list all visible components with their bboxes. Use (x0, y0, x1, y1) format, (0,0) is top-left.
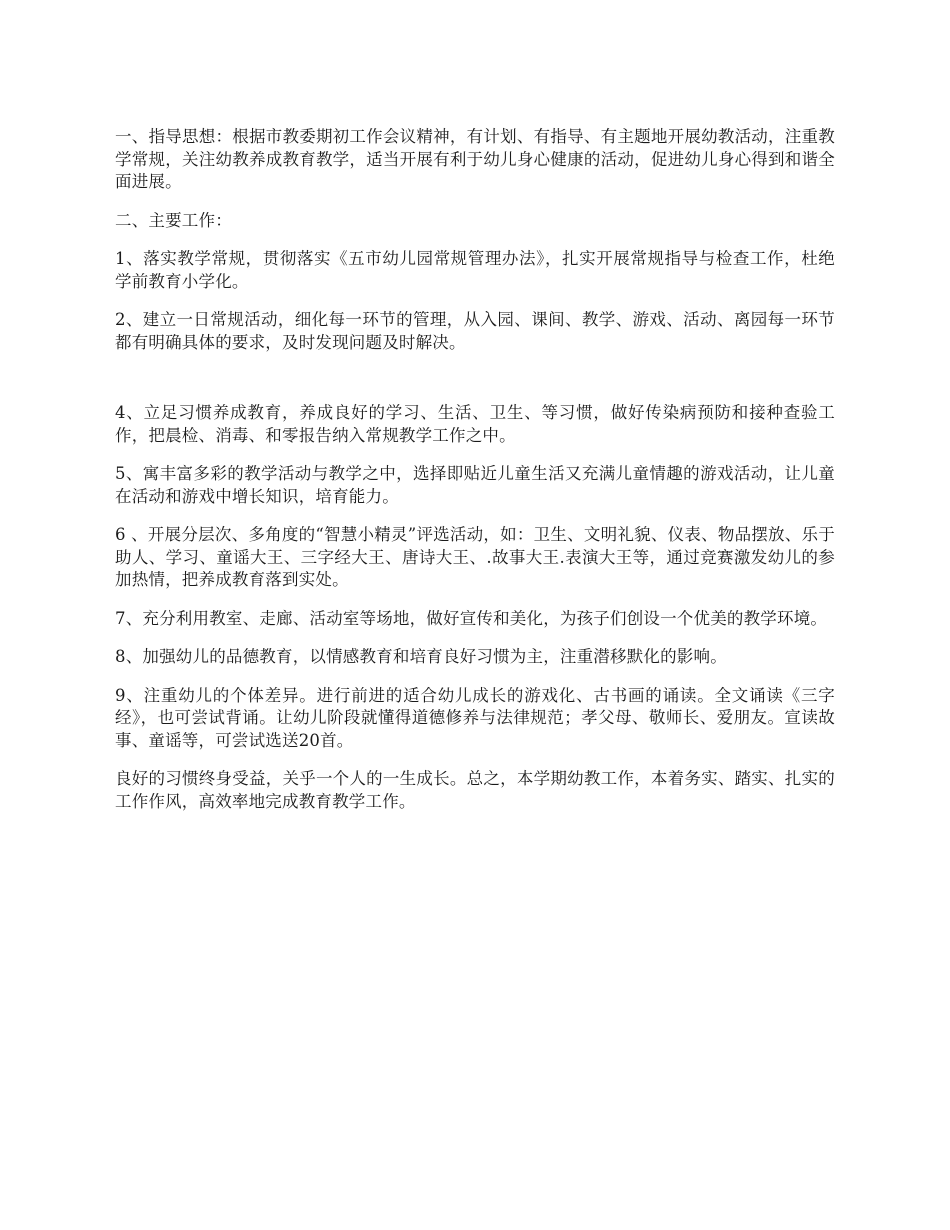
paragraph-item-5: 5、寓丰富多彩的教学活动与教学之中，选择即贴近儿童生活又充满儿童情趣的游戏活动，让儿童在活动和游戏中增长知识，培育能力。 (115, 464, 835, 506)
paragraph-main-work-heading: 二、主要工作： (115, 210, 232, 230)
paragraph-item-7: 7、充分利用教室、走廊、活动室等场地，做好宣传和美化，为孩子们创设一个优美的教学环境。 (115, 608, 828, 628)
paragraph-guiding-thought: 一、指导思想：根据市教委期初工作会议精神，有计划、有指导、有主题地开展幼教活动，注重教学常规，关注幼教养成教育教学，适当开展有利于幼儿身心健康的活动，促进幼儿身心得到和谐全面进展。 (115, 127, 835, 191)
paragraph-item-8: 8、加强幼儿的品德教育，以情感教育和培育良好习惯为主，注重潜移默化的影响。 (115, 647, 727, 666)
document-page (115, 126, 835, 829)
paragraph-item-9: 9、注重幼儿的个体差异。进行前进的适合幼儿成长的游戏化、古书画的诵读。全文诵读《三字经》，也可尝试背诵。让幼儿阶段就懂得道德修养与法律规范；孝父母、敬师长、爱朋友。宣读故事、童谣等，可尝试选送20首。 (115, 685, 835, 750)
paragraph-item-6: 6 、开展分层次、多角度的“智慧小精灵”评选活动，如：卫生、文明礼貌、仪表、物品摆放、乐于助人、学习、童谣大王、三字经大王、唐诗大王、.故事大王.表演大王等，通过竞赛激发幼儿的参加热情，把养成教育落到实处。 (115, 525, 835, 589)
paragraph-item-2: 2、建立一日常规活动，细化每一环节的管理，从入园、课间、教学、游戏、活动、离园每一环节都有明确具体的要求，及时发现问题及时解决。 (115, 310, 835, 352)
blank-gap (115, 370, 835, 402)
paragraph-conclusion: 良好的习惯终身受益，关乎一个人的一生成长。总之，本学期幼教工作，本着务实、踏实、扎实的工作作风，高效率地完成教育教学工作。 (115, 769, 835, 811)
paragraph-item-4: 4、立足习惯养成教育，养成良好的学习、生活、卫生、等习惯，做好传染病预防和接种查验工作，把晨检、消毒、和零报告纳入常规教学工作之中。 (115, 403, 835, 445)
paragraph-item-1: 1、落实教学常规，贯彻落实《五市幼儿园常规管理办法》，扎实开展常规指导与检查工作，杜绝学前教育小学化。 (115, 249, 835, 291)
